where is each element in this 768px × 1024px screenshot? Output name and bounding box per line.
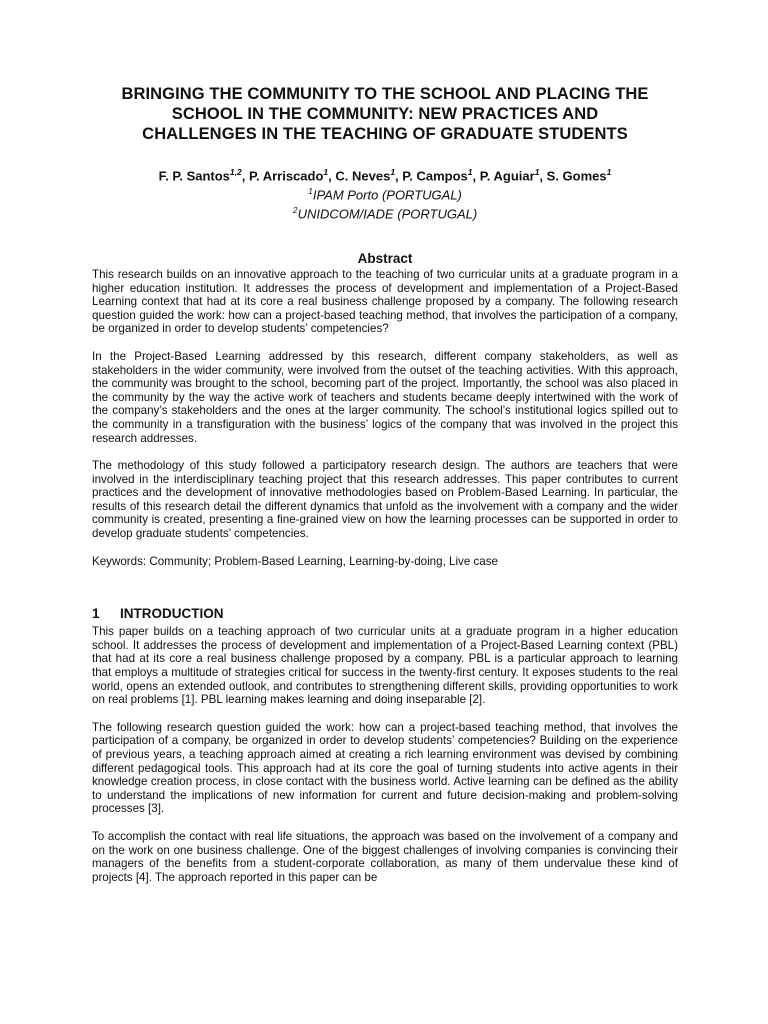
- author-name: F. P. Santos: [158, 168, 230, 184]
- affiliation: [92, 184, 678, 202]
- author-affiliation-mark: 1,2: [229, 167, 242, 177]
- author-list: [92, 164, 678, 184]
- section-title: INTRODUCTION: [120, 606, 224, 622]
- author-name: P. Aguiar: [479, 168, 535, 184]
- author-separator: ,: [539, 168, 547, 184]
- introduction-body: [92, 625, 678, 884]
- paper-page: [92, 84, 678, 884]
- body-paragraph: This paper builds on a teaching approach of two curricular units at a graduate program in a higher education school. It addresses the process of development and implementation of a Project-Based Learning context (PBL) that had at its core a real business challenge proposed by a company. PBL is a particular approach to learning that employs a multitude of strategies critical for success in the twenty-first century. It exposes students to the real world, opens an extended outlook, and contributes to strengthening different skills, providing opportunities to work on real problems [1]. PBL learning makes learning and doing inseparable [2].: [92, 625, 678, 707]
- abstract-heading: Abstract: [357, 250, 413, 266]
- author-separator: ,: [241, 168, 249, 184]
- abstract-paragraph: The methodology of this study followed a participatory research design. The authors are teachers that were involved in the interdisciplinary teaching project that this research addresses. This paper contributes to current practices and the development of innovative methodologies based on Problem-Based Learning. In particular, the results of this research detail the different dynamics that unfold as the involvement with a company and the wider community is created, presenting a fine-grained view on how the learning processes can be supported in order to develop graduate students’ competencies.: [92, 459, 678, 541]
- affiliation: [92, 203, 678, 221]
- author-affiliation-mark: 1: [390, 167, 396, 177]
- body-paragraph: The following research question guided the work: how can a project-based teaching method, that involves the participation of a company, be organized in order to develop students’ competencies? Building on the experience of previous years, a teaching approach aimed at creating a rich learning environment was devised by combining different pedagogical tools. This approach had at its core the goal of turning students into active agents in their knowledge creation process, in close contact with the business world. Active learning can be defined as the ability to understand the implications of new information for current and future decision-making and problem-solving processes [3].: [92, 720, 678, 816]
- affiliation-text: IPAM Porto (PORTUGAL): [312, 187, 462, 203]
- author-name: C. Neves: [335, 168, 391, 184]
- section-heading: [92, 606, 678, 622]
- author-affiliation-mark: 1: [606, 167, 612, 177]
- abstract-paragraph: In the Project-Based Learning addressed by this research, different company stakeholders, as well as stakeholders in the wider community, were involved from the outset of the teaching activities. With this approach, the community was brought to the school, becoming part of the project. Importantly, the school was also placed in the community by the way the active work of teachers and students became deeply intertwined with the work of the company’s stakeholders and the ones at the larger community. The school’s institutional logics spilled out to the community in a transfiguration with the business’ logics of the company that was involved in the project this research addresses.: [92, 349, 678, 445]
- affiliation-mark: 2: [292, 204, 298, 215]
- title-line: SCHOOL IN THE COMMUNITY: NEW PRACTICES AND: [171, 105, 599, 123]
- author-name: P. Campos: [402, 168, 468, 184]
- author-separator: ,: [472, 168, 480, 184]
- author-separator: ,: [328, 168, 336, 184]
- abstract-paragraph: This research builds on an innovative approach to the teaching of two curricular units at a graduate program in a higher education institution. It addresses the process of development and implementation of a Project-Based Learning context that had at its core a real business challenge proposed by a company. The following research question guided the work: how can a project-based teaching method, that involves the participation of a company, be organized in order to develop students’ competencies?: [92, 267, 678, 336]
- section-number: 1: [92, 606, 100, 622]
- title-line: BRINGING THE COMMUNITY TO THE SCHOOL AND PLACING THE: [121, 85, 649, 103]
- author-name: P. Arriscado: [248, 168, 324, 184]
- author-affiliation-mark: 1: [467, 167, 473, 177]
- author-separator: ,: [395, 168, 403, 184]
- author-affiliation-mark: 1: [323, 167, 329, 177]
- author-name: S. Gomes: [546, 168, 607, 184]
- body-paragraph: To accomplish the contact with real life situations, the approach was based on the involvement of a company and on the work on one business challenge. One of the biggest challenges of involving companies is convincing their managers of the benefits from a student-corporate collaboration, as many of them undervalue these kind of projects [4]. The approach reported in this paper can be: [92, 829, 678, 884]
- author-affiliation-mark: 1: [534, 167, 540, 177]
- paper-title: [92, 84, 678, 144]
- affiliation-mark: 1: [308, 186, 313, 197]
- title-line: CHALLENGES IN THE TEACHING OF GRADUATE STUDENTS: [142, 125, 628, 143]
- abstract-body: [92, 268, 678, 568]
- keywords: Keywords: Community; Problem-Based Learning, Learning-by-doing, Live case: [92, 554, 498, 568]
- affiliation-text: UNIDCOM/IADE (PORTUGAL): [297, 205, 478, 221]
